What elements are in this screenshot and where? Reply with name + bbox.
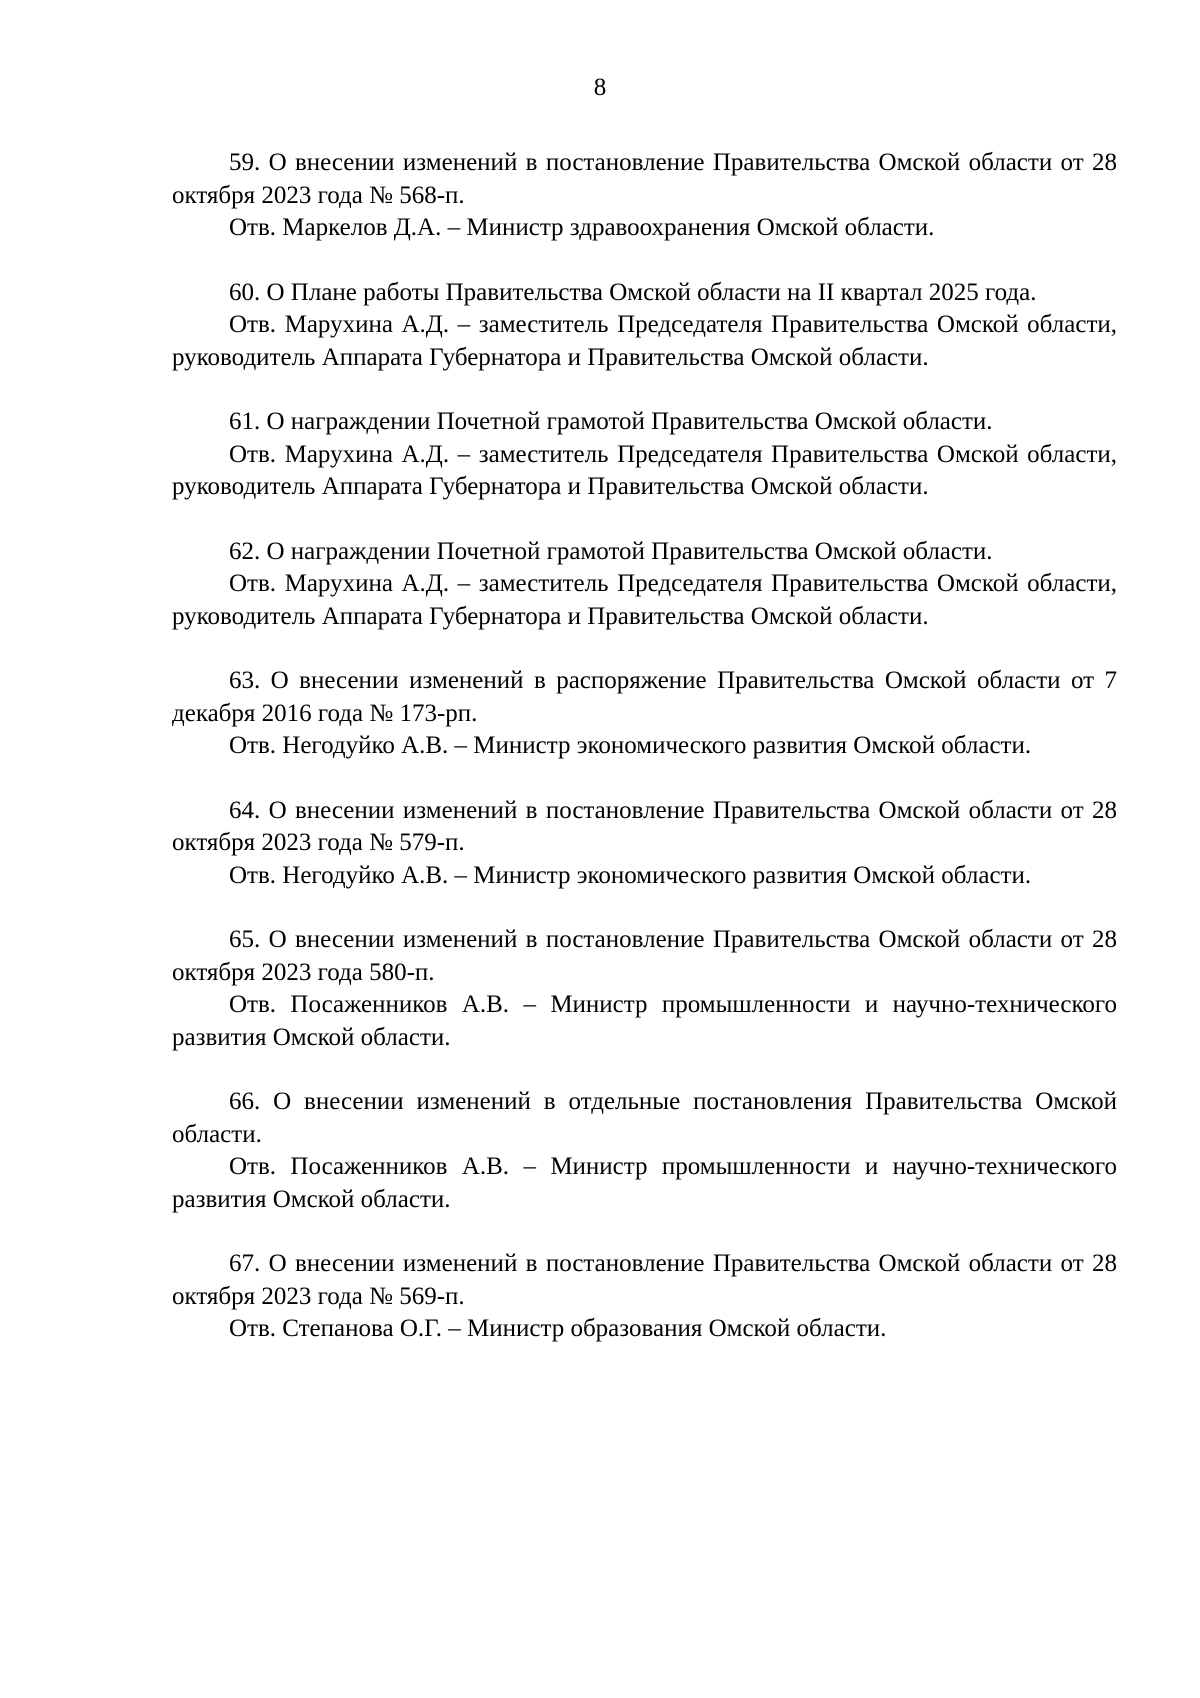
agenda-item-title: 67. О внесении изменений в постановление Правительства Омской области от 28 октября 2023 года № 569-п. <box>172 1250 1117 1310</box>
agenda-item-title: 65. О внесении изменений в постановление Правительства Омской области от 28 октября 2023 года 580-п. <box>172 926 1117 986</box>
page-number: 8 <box>593 74 607 101</box>
agenda-item-title: 60. О Плане работы Правительства Омской области на II квартал 2025 года. <box>229 278 1037 306</box>
agenda-item-59 <box>172 147 1117 245</box>
agenda-item-61 <box>172 406 1117 504</box>
agenda-item-responsible: Отв. Маркелов Д.А. – Министр здравоохранения Омской области. <box>229 214 935 241</box>
agenda-item-65 <box>172 924 1117 1054</box>
agenda-item-responsible: Отв. Посаженников А.В. – Министр промышленности и научно-технического развития Омской области. <box>172 1153 1117 1213</box>
agenda-item-title: 66. О внесении изменений в отдельные постановления Правительства Омской области. <box>172 1088 1117 1148</box>
agenda-item-title: 64. О внесении изменений в постановление Правительства Омской области от 28 октября 2023 года № 579-п. <box>172 796 1117 856</box>
agenda-item-title: 61. О награждении Почетной грамотой Правительства Омской области. <box>229 408 993 435</box>
agenda-item-title: 59. О внесении изменений в постановление Правительства Омской области от 28 октября 2023 года № 568-п. <box>172 149 1117 209</box>
agenda-item-responsible: Отв. Марухина А.Д. – заместитель Председателя Правительства Омской области, руководитель Аппарата Губернатора и Правительства Омской области. <box>172 440 1117 500</box>
agenda-item-63 <box>172 665 1117 763</box>
agenda-item-responsible: Отв. Посаженников А.В. – Министр промышленности и научно-технического развития Омской области. <box>172 991 1117 1051</box>
agenda-item-66 <box>172 1086 1117 1216</box>
agenda-item-title: 62. О награждении Почетной грамотой Правительства Омской области. <box>229 537 993 565</box>
agenda-item-62 <box>172 536 1117 634</box>
agenda-item-title: 63. О внесении изменений в распоряжение Правительства Омской области от 7 декабря 2016 года № 173-рп. <box>172 667 1117 727</box>
agenda-item-responsible: Отв. Негодуйко А.В. – Министр экономического развития Омской области. <box>229 861 1032 889</box>
agenda-item-responsible: Отв. Марухина А.Д. – заместитель Председателя Правительства Омской области, руководитель Аппарата Губернатора и Правительства Омской области. <box>172 311 1117 371</box>
agenda-item-responsible: Отв. Степанова О.Г. – Министр образования Омской области. <box>229 1315 887 1342</box>
agenda-item-64 <box>172 795 1117 893</box>
agenda-item-responsible: Отв. Негодуйко А.В. – Министр экономического развития Омской области. <box>229 732 1032 759</box>
agenda-item-60 <box>172 277 1117 375</box>
agenda-list <box>172 147 1117 1378</box>
agenda-item-responsible: Отв. Марухина А.Д. – заместитель Председателя Правительства Омской области, руководитель Аппарата Губернатора и Правительства Омской области. <box>172 570 1117 630</box>
agenda-item-67 <box>172 1248 1117 1346</box>
